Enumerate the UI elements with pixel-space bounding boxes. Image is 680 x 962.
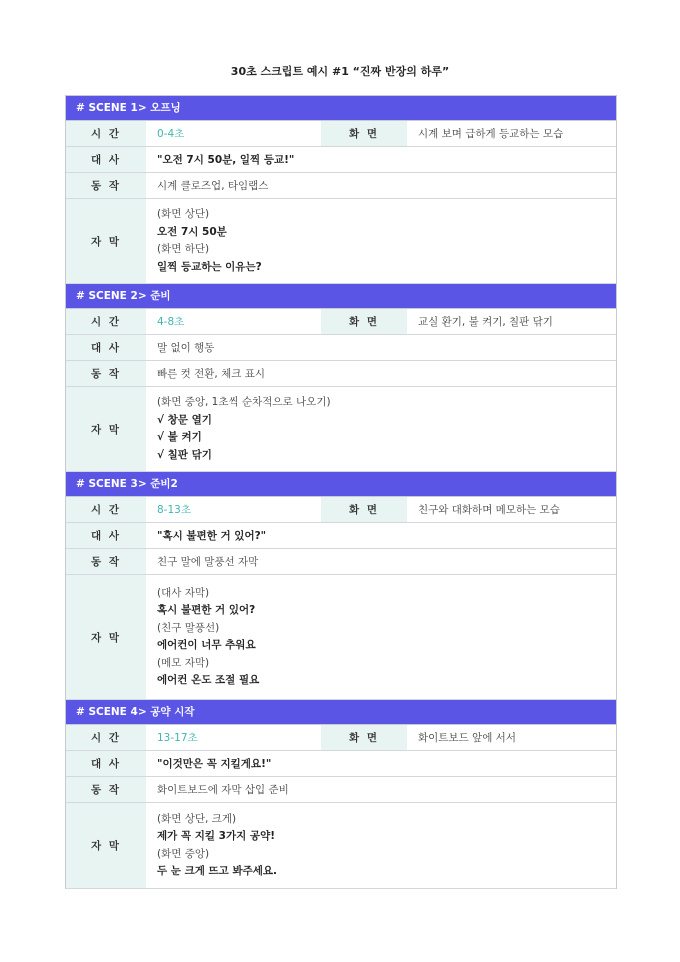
document-title: 30초 스크립트 예시 #1 “진짜 반장의 하루” [230, 65, 450, 78]
line-label: 대 사 [66, 335, 146, 360]
scene-block [66, 700, 616, 889]
caption-line: (화면 중앙) [157, 847, 210, 860]
caption-list [146, 575, 616, 699]
action-row [66, 173, 616, 199]
caption-list [146, 199, 616, 283]
line-label: 대 사 [66, 523, 146, 548]
time-label: 시 간 [66, 725, 146, 750]
caption-line: 오전 7시 50분 [157, 225, 227, 238]
action-label: 동 작 [66, 173, 146, 198]
screen-value: 친구와 대화하며 메모하는 모습 [418, 504, 560, 516]
scene-header: # SCENE 1> 오프닝 [66, 96, 616, 121]
caption-list [146, 387, 616, 471]
caption-line: (화면 상단, 크게) [157, 812, 237, 825]
caption-line: 두 눈 크게 뜨고 봐주세요. [157, 865, 278, 877]
caption-list [146, 803, 616, 888]
scene-header: # SCENE 2> 준비 [66, 284, 616, 309]
screen-value: 교실 환기, 불 켜기, 칠판 닦기 [418, 316, 553, 328]
time-row [66, 725, 616, 751]
action-row [66, 549, 616, 575]
caption-label: 자 막 [66, 575, 146, 699]
scene-block [66, 472, 616, 700]
action-row [66, 777, 616, 803]
line-value: "혹시 불편한 거 있어?" [157, 530, 267, 542]
action-label: 동 작 [66, 361, 146, 386]
caption-row [66, 387, 616, 472]
caption-line: (메모 자막) [157, 656, 210, 669]
action-value: 화이트보드에 자막 삽입 준비 [157, 784, 289, 796]
script-table [65, 95, 617, 889]
screen-value: 화이트보드 앞에 서서 [418, 732, 516, 744]
time-row [66, 309, 616, 335]
caption-line: (화면 하단) [157, 243, 210, 255]
caption-line: √ 불 켜기 [157, 431, 202, 443]
line-row [66, 147, 616, 173]
caption-line: (대사 자막) [157, 586, 210, 599]
caption-row [66, 199, 616, 284]
line-value: 말 없이 행동 [157, 342, 215, 354]
scene-block [66, 284, 616, 472]
caption-line: 에어컨 온도 조절 필요 [157, 674, 260, 686]
action-value: 빠른 컷 전환, 체크 표시 [157, 368, 265, 380]
screen-label: 화 면 [321, 309, 407, 334]
time-value: 8-13초 [157, 504, 191, 516]
caption-label: 자 막 [66, 387, 146, 471]
caption-row [66, 803, 616, 889]
caption-line: 혹시 불편한 거 있어? [157, 604, 256, 616]
scene-header: # SCENE 4> 공약 시작 [66, 700, 616, 725]
time-value: 13-17초 [157, 732, 198, 744]
line-row [66, 523, 616, 549]
line-label: 대 사 [66, 147, 146, 172]
screen-label: 화 면 [321, 497, 407, 522]
time-label: 시 간 [66, 497, 146, 522]
caption-label: 자 막 [66, 803, 146, 888]
screen-label: 화 면 [321, 725, 407, 750]
action-value: 친구 말에 말풍선 자막 [157, 556, 259, 568]
line-row [66, 751, 616, 777]
time-label: 시 간 [66, 309, 146, 334]
caption-line: (친구 말풍선) [157, 621, 220, 634]
time-label: 시 간 [66, 121, 146, 146]
caption-label: 자 막 [66, 199, 146, 283]
line-label: 대 사 [66, 751, 146, 776]
line-value: "이것만은 꼭 지킬게요!" [157, 758, 272, 770]
scene-block [66, 96, 616, 284]
caption-line: √ 창문 열기 [157, 413, 212, 426]
caption-line: 에어컨이 너무 추워요 [157, 639, 256, 651]
time-value: 0-4초 [157, 128, 185, 140]
action-row [66, 361, 616, 387]
line-row [66, 335, 616, 361]
line-value: "오전 7시 50분, 일찍 등교!" [157, 154, 295, 166]
screen-label: 화 면 [321, 121, 407, 146]
time-value: 4-8초 [157, 316, 185, 328]
caption-row [66, 575, 616, 700]
scene-header: # SCENE 3> 준비2 [66, 472, 616, 497]
action-label: 동 작 [66, 777, 146, 802]
caption-line: 제가 꼭 지킬 3가지 공약! [157, 830, 276, 842]
time-row [66, 497, 616, 523]
action-value: 시계 클로즈업, 타임랩스 [157, 180, 269, 192]
caption-line: (화면 상단) [157, 208, 210, 220]
time-row [66, 121, 616, 147]
caption-line: 일찍 등교하는 이유는? [157, 260, 262, 273]
caption-line: √ 칠판 닦기 [157, 448, 212, 461]
action-label: 동 작 [66, 549, 146, 574]
screen-value: 시계 보며 급하게 등교하는 모습 [418, 128, 564, 140]
caption-line: (화면 중앙, 1초씩 순차적으로 나오기) [157, 396, 331, 408]
